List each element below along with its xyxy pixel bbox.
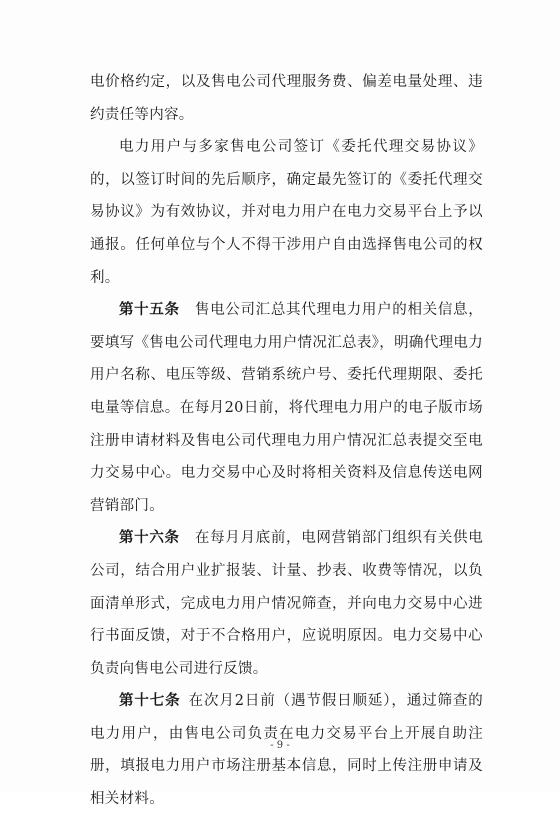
article-number: 第十六条 bbox=[119, 530, 180, 547]
paragraph-agreement-priority bbox=[90, 131, 483, 294]
article-15 bbox=[90, 294, 483, 522]
article-16 bbox=[90, 522, 483, 685]
paragraph-text: 电价格约定，以及售电公司代理服务费、偏差电量处理、违约责任等内容。 bbox=[90, 74, 483, 123]
paragraph-continuation bbox=[90, 66, 483, 131]
page-number: - 9 - bbox=[270, 740, 290, 751]
article-number: 第十五条 bbox=[119, 302, 180, 319]
article-text: 在每月月底前，电网营销部门组织有关供电公司，结合用户业扩报装、计量、抄表、收费等情况，以负面清单形式，完成电力用户情况筛查，并向电力交易中心进行书面反馈，对于不合格用户，应说明原因。电力交易中心负责向售电公司进行反馈。 bbox=[90, 530, 483, 677]
article-text: 在次月2日前（遇节假日顺延），通过筛查的电力用户，由售电公司负责在电力交易平台上开展自助注册，填报电力用户市场注册基本信息，同时上传注册申请及相关材料。 bbox=[90, 693, 483, 808]
document-body bbox=[90, 66, 483, 816]
article-text: 售电公司汇总其代理电力用户的相关信息，要填写《售电公司代理电力用户情况汇总表》，明确代理电力用户名称、电压等级、营销系统户号、委托代理期限、委托电量等信息。在每月20日前，将代理电力用户的电子版市场注册申请材料及售电公司代理电力用户情况汇总表提交至电力交易中心。电力交易中心及时将相关资料及信息传送电网营销部门。 bbox=[90, 302, 483, 514]
paragraph-text: 电力用户与多家售电公司签订《委托代理交易协议》的，以签订时间的先后顺序，确定最先签订的《委托代理交易协议》为有效协议，并对电力用户在电力交易平台上予以通报。任何单位与个人不得干涉用户自由选择售电公司的权利。 bbox=[90, 139, 483, 286]
article-number: 第十七条 bbox=[119, 693, 181, 710]
